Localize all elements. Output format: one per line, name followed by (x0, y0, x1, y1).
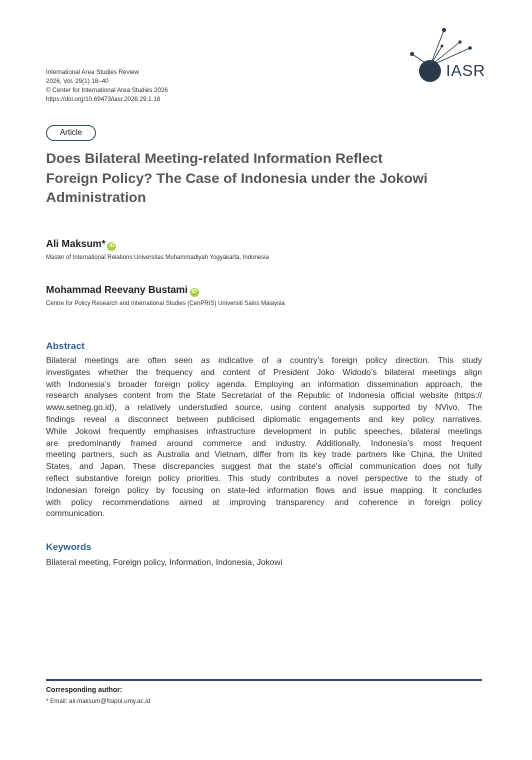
author-1-affiliation: Master of International Relations Universitas Muhammadiyah Yogyakarta, Indonesia (46, 255, 269, 261)
journal-copyright: © Center for International Area Studies 2026 (46, 87, 168, 94)
logo-text: IASR (446, 63, 486, 80)
keywords-text: Bilateral meeting, Foreign policy, Information, Indonesia, Jokowi (46, 557, 283, 567)
article-badge: Article (46, 125, 96, 141)
author-2-affiliation: Centre for Policy Research and International Studies (CenPRIS) Universiti Sains Malaysia (46, 301, 285, 307)
abstract-line: Bilateral meetings are often seen as indicative of a country’s foreign policy direction. This study (46, 355, 482, 365)
abstract-line: findings reveal a disconnect between publicised diplomatic engagements and key policy narratives. (46, 413, 482, 424)
abstract-line: with policy recommendations aimed at improving transparency and coherence in foreign policy (46, 496, 482, 507)
journal-doi[interactable]: https://doi.org/10.69473/iasr.2026.29.1.18 (46, 96, 161, 103)
author-name: Mohammad Reevany Bustami (46, 285, 188, 296)
abstract-line: investigates whether the frequency and content of President Joko Widodo’s bilateral meetings align (46, 366, 482, 377)
journal-name: International Area Studies Review (46, 69, 139, 76)
abstract-line: www.setneg.go.id), a relatively understudied source, using content analysis supported by NVivo. The (46, 402, 482, 413)
corresponding-heading: Corresponding author: (46, 687, 123, 694)
author-name: Ali Maksum* (46, 239, 106, 250)
journal-meta (46, 68, 168, 104)
journal-volume: 2026, Vol. 29(1) 18–40 (46, 78, 109, 85)
abstract-line: Indonesian foreign policy by focusing on state-led information flows and issue mapping. It concludes (46, 484, 482, 495)
author-2 (46, 285, 199, 297)
abstract-line: are predominantly framed around commerce and industry. Additionally, Indonesia’s most frequent (46, 437, 482, 448)
title-line: Does Bilateral Meeting-related Information Reflect (46, 151, 383, 167)
abstract-line: States, and Japan. These discrepancies suggest that the state’s official communication does not fully (46, 461, 482, 472)
abstract-body (46, 355, 482, 520)
keywords-heading: Keywords (46, 542, 92, 553)
title-line: Administration (46, 190, 147, 206)
orcid-icon[interactable]: iD (191, 289, 197, 295)
abstract-line: communication. (46, 508, 105, 519)
abstract-line: research analyses content from the State Secretariat of the Republic of Indonesia official website (https:// (46, 390, 482, 401)
footer-divider (46, 679, 482, 681)
abstract-line: reflect substantive foreign policy priorities. This study contributes a novel perspective to the study of (46, 472, 482, 483)
abstract-heading: Abstract (46, 341, 85, 352)
orcid-icon[interactable]: iD (109, 243, 115, 249)
abstract-line: meeting partners, such as Australia and Vietnam, differ from its key trade partners like China, the United (46, 449, 482, 460)
abstract-line: with Indonesia’s broader foreign policy agenda. Employing an information dissemination approach, the (46, 378, 482, 389)
paper-title (46, 150, 496, 209)
author-1 (46, 239, 116, 251)
corresponding-email[interactable]: * Email: ali.maksum@fisipol.umy.ac.id (46, 698, 151, 705)
abstract-line: While Jokowi frequently emphasises infrastructure development in public speeches, bilateral meetings (46, 425, 482, 436)
title-line: Foreign Policy? The Case of Indonesia under the Jokowi (46, 170, 428, 187)
